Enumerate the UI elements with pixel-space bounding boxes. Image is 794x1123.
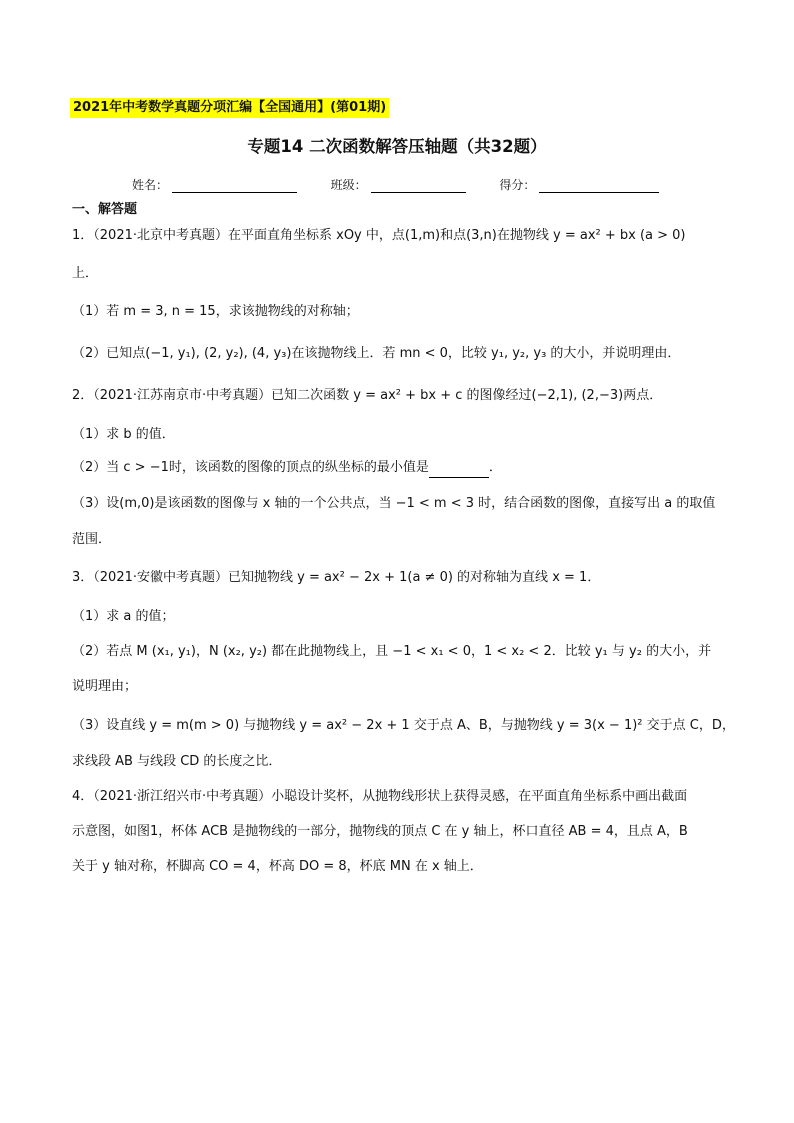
q4-line-2: 示意图，如图1，杯体 ACB 是抛物线的一部分，抛物线的顶点 C 在 y 轴上，杯口直径 AB = 4，且点 A，B — [72, 824, 688, 839]
q3-part-3: （3）设直线 y = m(m > 0) 与抛物线 y = ax² − 2x + 1 交于点 A、B，与抛物线 y = 3(x − 1)² 交于点 C，D， — [72, 718, 735, 733]
q4-line-3: 关于 y 轴对称，杯脚高 CO = 4，杯高 DO = 8，杯底 MN 在 x 轴上． — [72, 859, 483, 874]
q1-part-1: （1）若 m = 3, n = 15，求该抛物线的对称轴； — [72, 304, 359, 319]
q4-line-1: 4．（2021·浙江绍兴市·中考真题）小聪设计奖杯，从抛物线形状上获得灵感，在平面直角坐标系中画出截面 — [72, 789, 688, 804]
class-label: 班级： — [330, 178, 367, 192]
class-field[interactable] — [331, 176, 466, 193]
student-info-row — [132, 176, 689, 193]
name-blank-line — [172, 180, 297, 193]
q2-part-2-end: ． — [488, 460, 502, 475]
q1-line-1: 1．（2021·北京中考真题）在平面直角坐标系 xOy 中，点(1,m)和点(3,n)在抛物线 y = ax² + bx (a > 0) — [72, 228, 686, 243]
document-title: 专题14 二次函数解答压轴题（共32题） — [247, 137, 547, 156]
q3-part-2: （2）若点 M (x₁, y₁)，N (x₂, y₂) 都在此抛物线上，且 −1 < x₁ < 0，1 < x₂ < 2．比较 y₁ 与 y₂ 的大小，并 — [72, 644, 712, 659]
q3-line-1: 3．（2021·安徽中考真题）已知抛物线 y = ax² − 2x + 1(a ≠ 0) 的对称轴为直线 x = 1． — [72, 570, 601, 585]
name-label: 姓名： — [132, 178, 169, 192]
q2-part-3: （3）设(m,0)是该函数的图像与 x 轴的一个公共点，当 −1 < m < 3 时，结合函数的图像，直接写出 a 的取值 — [72, 496, 716, 511]
q3-part-1: （1）求 a 的值； — [72, 609, 175, 624]
q2-part-2-text: （2）当 c > −1时，该函数的图像的顶点的纵坐标的最小值是 — [72, 460, 429, 475]
q3-part-3-cont: 求线段 AB 与线段 CD 的长度之比． — [72, 754, 282, 769]
q1-line-2: 上． — [72, 266, 99, 281]
score-field[interactable] — [499, 176, 659, 193]
q3-part-2-cont: 说明理由； — [72, 679, 138, 694]
name-field[interactable] — [132, 176, 297, 193]
q1-part-2: （2）已知点(−1, y₁), (2, y₂), (4, y₃)在该抛物线上．若 mn < 0，比较 y₁, y₂, y₃ 的大小，并说明理由． — [72, 346, 681, 361]
score-blank-line — [539, 180, 659, 193]
q2-line-1: 2．（2021·江苏南京市·中考真题）已知二次函数 y = ax² + bx + c 的图像经过(−2,1), (2,−3)两点． — [72, 388, 663, 403]
class-blank-line — [371, 180, 466, 193]
q2-part-1: （1）求 b 的值． — [72, 427, 175, 442]
series-banner: 2021年中考数学真题分项汇编【全国通用】(第01期) — [70, 98, 389, 118]
answer-blank[interactable] — [429, 464, 489, 478]
q2-part-2 — [72, 458, 502, 478]
score-label: 得分： — [499, 178, 536, 192]
section-heading: 一、解答题 — [72, 202, 138, 217]
q2-part-3-cont: 范围． — [72, 532, 112, 547]
